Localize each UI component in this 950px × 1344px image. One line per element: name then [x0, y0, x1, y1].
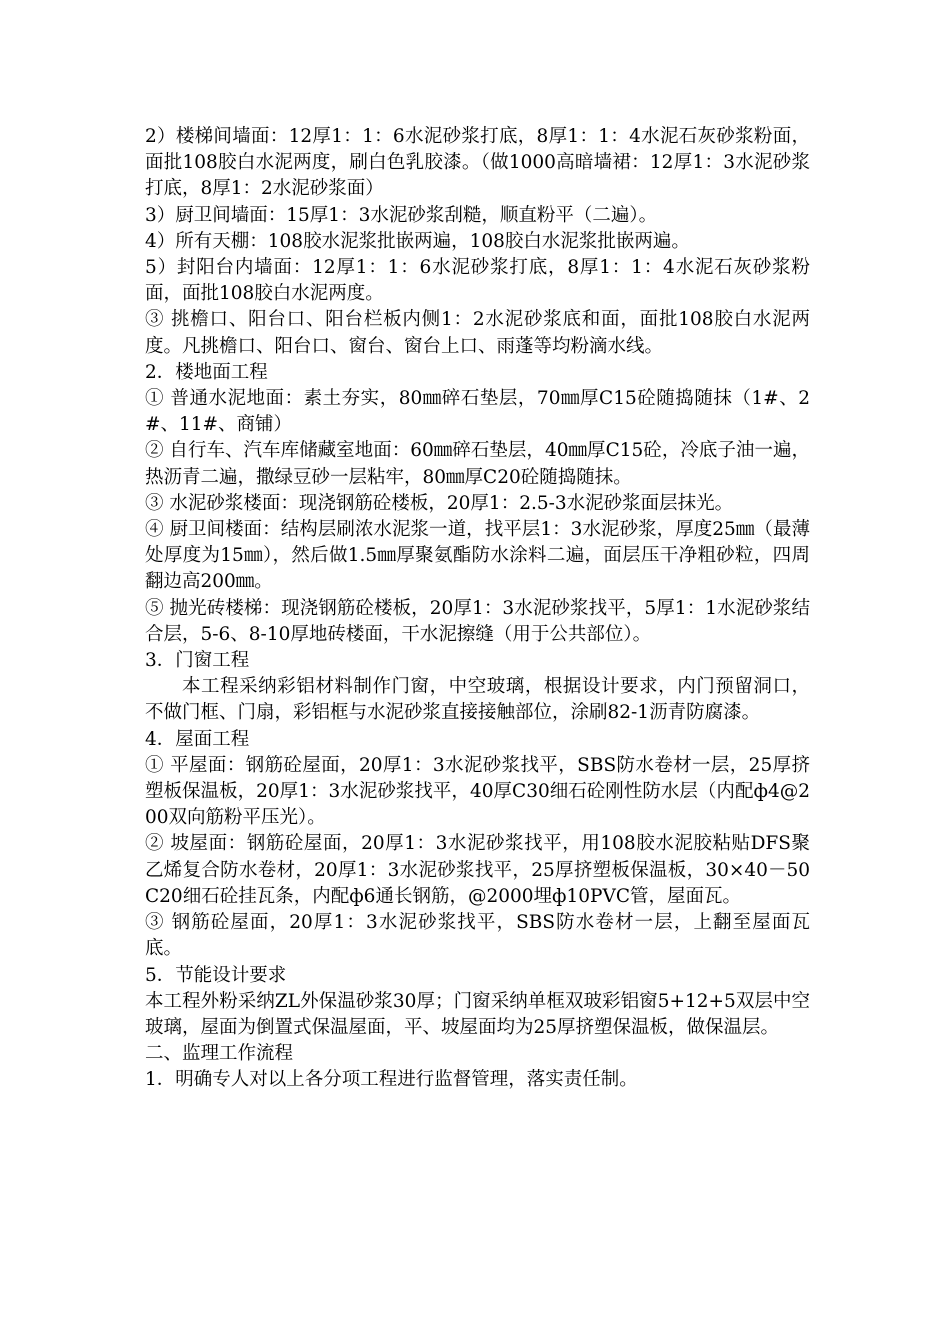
section-heading-floor: 2．楼地面工程: [145, 361, 268, 383]
pitched-roof-item: ② 坡屋面：钢筋砼屋面，20厚1：3水泥砂浆找平，用108胶水泥胶粘贴DFS聚乙烯复合防水卷材，20厚1：3水泥砂浆找平，25厚挤塑板保温板，30×40－50C20细石砼挂瓦条，内配ф6通长钢筋，@2000埋ф10PVC管，屋面瓦。: [145, 833, 810, 907]
section-heading-roof: 4．屋面工程: [145, 728, 250, 750]
kitchen-bath-wall-item: 3）厨卫间墙面：15厚1：3水泥砂浆刮糙，顺直粉平（二遍）。: [145, 204, 658, 226]
polished-tile-stair-item: ⑤ 抛光砖楼梯：现浇钢筋砼楼板，20厚1：3水泥砂浆找平，5厚1：1水泥砂浆结合层，5-6、8-10厚地砖楼面，干水泥擦缝（用于公共部位）。: [145, 597, 810, 645]
eaves-balcony-item: ③ 挑檐口、阳台口、阳台栏板内侧1：2水泥砂浆底和面，面批108胶白水泥两度。凡挑檐口、阳台口、窗台、窗台上口、雨蓬等均粉滴水线。: [145, 309, 810, 357]
garage-floor-item: ② 自行车、汽车库储藏室地面：60㎜碎石垫层，40㎜厚C15砼，冷底子油一遍，热沥青二遍，撒绿豆砂一层粘牢，80㎜厚C20砼随捣随抹。: [145, 440, 810, 488]
stairwell-wall-item: 2）楼梯间墙面：12厚1：1：6水泥砂浆打底，8厚1：1：4水泥石灰砂浆粉面，面批108胶白水泥两度，刷白色乳胶漆。（做1000高暗墙裙：12厚1：3水泥砂浆打底，8厚1：2水泥砂浆面）: [145, 126, 810, 200]
section-heading-energy: 5．节能设计要求: [145, 964, 287, 986]
workflow-item-1: 1．明确专人对以上各分项工程进行监督管理，落实责任制。: [145, 1069, 638, 1091]
section-heading-doors-windows: 3．门窗工程: [145, 650, 250, 672]
doors-windows-paragraph: 本工程采纳彩铝材料制作门窗，中空玻璃，根据设计要求，内门预留洞口，不做门框、门扇，彩铝框与水泥砂浆直接接触部位，涂刷82-1沥青防腐漆。: [145, 676, 810, 724]
cement-floor-item: ① 普通水泥地面：素土夯实，80㎜碎石垫层，70㎜厚C15砼随捣随抹（1#、2#、11#、商铺）: [145, 388, 810, 436]
mortar-floor-item: ③ 水泥砂浆楼面：现浇钢筋砼楼板，20厚1：2.5-3水泥砂浆面层抹光。: [145, 492, 734, 514]
balcony-wall-item: 5）封阳台内墙面：12厚1：1：6水泥砂浆打底，8厚1：1：4水泥石灰砂浆粉面，面批108胶白水泥两度。: [145, 257, 810, 305]
concrete-roof-item: ③ 钢筋砼屋面，20厚1：3水泥砂浆找平，SBS防水卷材一层，上翻至屋面瓦底。: [145, 912, 810, 960]
flat-roof-item: ① 平屋面：钢筋砼屋面，20厚1：3水泥砂浆找平，SBS防水卷材一层，25厚挤塑板保温板，20厚1：3水泥砂浆找平，40厚C30细石砼刚性防水层（内配ф4@200双向筋粉平压光）。: [145, 754, 810, 829]
kitchen-bath-floor-item: ④ 厨卫间楼面：结构层刷浓水泥浆一道，找平层1：3水泥砂浆，厚度25㎜（最薄处厚度为15㎜），然后做1.5㎜厚聚氨酯防水涂料二遍，面层压干净粗砂粒，四周翻边高200㎜。: [145, 519, 810, 593]
section-heading-workflow: 二、监理工作流程: [145, 1043, 294, 1065]
energy-paragraph: 本工程外粉采纳ZL外保温砂浆30厚；门窗采纳单框双玻彩铝窗5+12+5双层中空玻璃，屋面为倒置式保温屋面，平、坡屋面均为25厚挤塑保温板，做保温层。: [145, 990, 810, 1038]
document-page: [145, 124, 810, 1094]
ceiling-item: 4）所有天棚：108胶水泥浆批嵌两遍，108胶白水泥浆批嵌两遍。: [145, 230, 690, 252]
